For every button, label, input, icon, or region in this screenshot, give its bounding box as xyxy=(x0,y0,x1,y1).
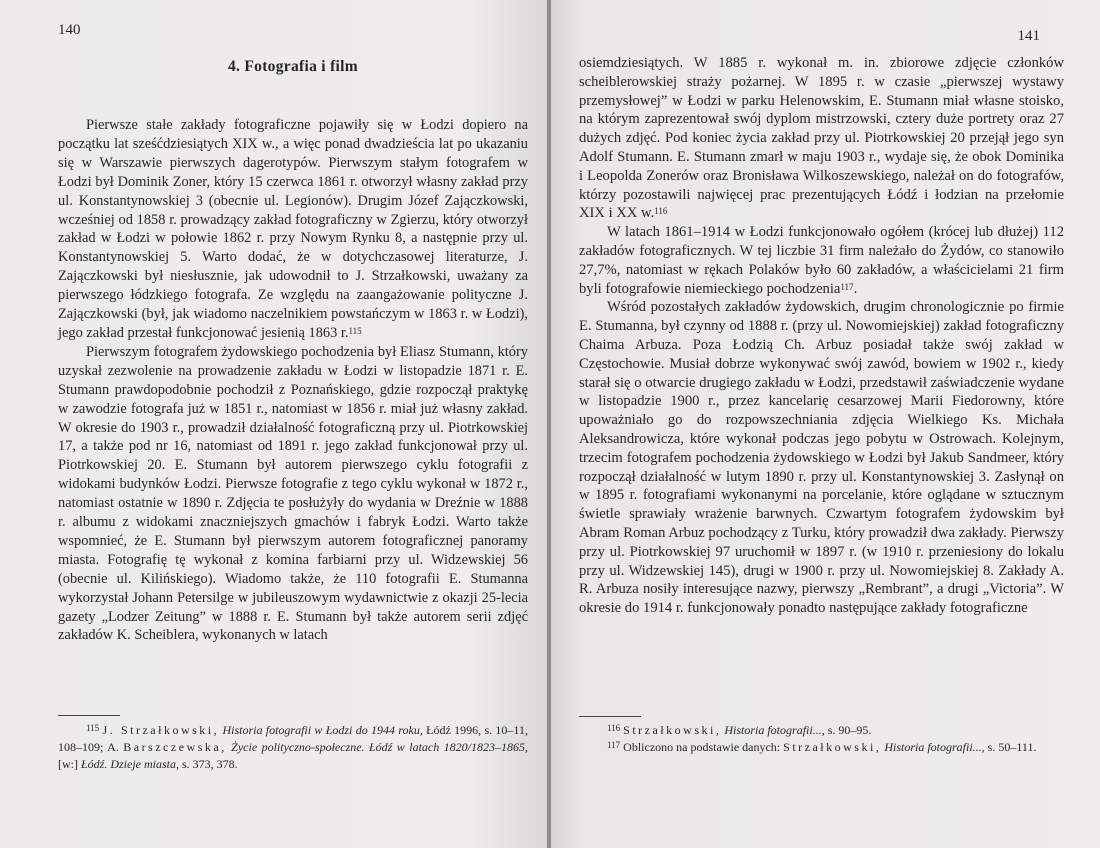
paragraph: osiemdziesiątych. W 1885 r. wykonał m. in. zbiorowe zdjęcie członków scheiblerowskiej straży pożarnej. W 1895 r. w czasie „pierwszej wystawy przemysłowej” w Łodzi w parku Helenowskim, E. Stumann miał własne stoisko, na którym zaprezentował swój dyplom mistrzowski, cztery duże portrety oraz 27 dużych zdjęć. Pod koniec życia zakład przy ul. Piotrkowskiej 20 przejął jego syn Adolf Stumann. E. Stumann zmarł w maju 1903 r., wydaje się, że obok Dominika i Leopolda Zonerów oraz Bronisława Wilkoszewskiego, należał on do fotografów, którzy pozostawili najwięcej prac prezentujących Łódź i łodzian na przełomie XIX i XX w.$^{116}$ xyxy=(579,55,1064,222)
paragraph: Pierwszym fotografem żydowskiego pochodzenia był Eliasz Stumann, który uzyskał zezwolenie na prowadzenie zakładu w Łodzi w listopadzie 1871 r. E. Stumann prawdopodobnie pochodził z Poznańskiego, gdzie rozpoczął praktykę w zawodzie fotografa już w 1851 r., natomiast w 1856 r. miał już własny zakład. W okresie do 1903 r., prowadził działalność fotograficzną przy ul. Piotrkowskiej 17, a także pod nr 16, natomiast od 1891 r. jego zakład funkcjonował przy ul. Piotrkowskiej 20. E. Stumann był autorem pierwszego cyklu fotografii z widokami budynków Łodzi. Pierwsze fotografie z tego cyklu wykonał w 1872 r., natomiast ostatnie w 1890 r. Zdjęcia te posłużyły do wydania w Dreźnie w 1888 r. albumu z widokami znaczniejszych gmachów i fabryk Łodzi. Warto także wspomnieć, że E. Stumann był pierwszym autorem fotograficznej panoramy miasta. Fotografię tę wykonał z komina farbiarni przy ul. Widzewskiej 56 (obecnie ul. Kilińskiego). Wiadomo także, że 110 fotografii E. Stumanna wykorzystał Johann Petersilge w jubileuszowym wydawnictwie z okazji 25-lecia gazety „Lodzer Zeitung” w 1888 r. E. Stumann był także autorem serii zdjęć zakładów K. Scheiblera, wykonanych w latach xyxy=(58,343,528,644)
footnote-divider xyxy=(579,716,641,717)
paragraph: Pierwsze stałe zakłady fotograficzne pojawiły się w Łodzi dopiero na początku lat sześćdziesiątych XIX w., a więc ponad dwadzieścia lat po ukazaniu się w Warszawie pierwszych dagerotypów. Pierwszym stałym fotografem w Łodzi był Dominik Zoner, który 15 czerwca 1861 r. otworzył własny zakład przy ul. Konstantynowskiej 3 (obecnie ul. Legionów). Drugim Józef Zajączkowski, wcześniej od 1858 r. prowadzący zakład fotograficzny w Zgierzu, który otworzył zakład w Łodzi w połowie 1862 r. przy Nowym Rynku 8, a następnie przy ul. Konstantynowskiej 5. Warto dodać, że w dotychczasowej literaturze, J. Zajączkowski był niesłusznie, jak udowodnił to J. Strzałkowski, uważany za pierwszego łódzkiego fotografa. Ze względu na zaangażowanie polityczne J. Zajączkowski (był, jak wiadomo naczelnikiem powstańczym w 1863 r. w Łodzi), jego zakład przestał funkcjonować jesienią 1863 r.$^{115}$ xyxy=(58,117,528,341)
footnote-ref[interactable]: 116 xyxy=(654,206,668,217)
footnote: $^{116}$ Strzałkowski, Historia fotografii..., s. 90–95. xyxy=(607,723,872,737)
page-number: 140 xyxy=(58,22,81,38)
footnotes xyxy=(58,722,528,773)
footnotes xyxy=(579,722,1064,756)
footnote: $^{115}$ J. Strzałkowski, Historia fotografii w Łodzi do 1944 roku, Łódź 1996, s. 10–11, 108–109; A. Barszczewska, Życie polityczno-społeczne. Łódź w latach 1820/1823–1865, [w:] Łódź. Dzieje miasta, s. 373, 378. xyxy=(58,723,529,771)
page-number: 141 xyxy=(1017,28,1040,44)
footnote-ref[interactable]: 117 xyxy=(840,281,854,292)
paragraph: Wśród pozostałych zakładów żydowskich, drugim chronologicznie po firmie E. Stumanna, był czynny od 1888 r. (przy ul. Nowomiejskiej) zakład fotograficzny Chaima Arbuza. Poza Łodzią Ch. Arbuz posiadał także swój zakład w Częstochowie. Musiał dobrze wykonywać swój zawód, bowiem w 1902 r., kiedy starał się o otwarcie drugiego zakładu w Łodzi, przedstawił zaświadczenie wydane w listopadzie 1900 r., przez kancelarię cesarzowej Marii Fiedorowny, które upoważniało go do rozpowszechniania zdjęcia Wielkiego Ks. Michała Aleksandrowicza, które wykonał podczas jego pobytu w Ostrowach. Kolejnym, trzecim fotografem pochodzenia żydowskiego w Łodzi był Jakub Sandmeer, który rozpoczął działalność w lutym 1890 r. przy ul. Konstantynowskiej 3. Zasłynął on w 1895 r. fotografiami wykonanymi na porcelanie, które oglądane w sztucznym świetle sprawiały wrażenie barwnych. Czwartym fotografem żydowskim był Abram Roman Arbuz pochodzący z Turku, który prowadził dwa zakłady. Pierwszy przy ul. Piotrkowskiej 97 uruchomił w 1897 r. (w 1910 r. przeniesiony do lokalu przy ul. Widzewskiej 145), drugi w 1900 r. przy ul. Nowomiejskiej 8. Zakłady A. R. Arbuza nosiły interesujące nazwy, pierwszy „Rembrant”, a drugi „Victoria”. W okresie do 1914 r. funkcjonowały ponadto następujące zakłady fotograficzne xyxy=(579,299,1064,617)
section-heading: 4. Fotografia i film xyxy=(228,58,358,75)
paragraph: W latach 1861–1914 w Łodzi funkcjonowało ogółem (krócej lub dłużej) 112 zakładów fotograficznych. W tej liczbie 31 firm należało do Żydów, co stanowiło 27,7%, natomiast w rękach Polaków było 60 zakładów, a właścicielami 21 firm byli fotografowie niemieckiego pochodzenia$^{117}$. xyxy=(579,224,1064,297)
right-body-text xyxy=(579,54,1064,618)
right-page xyxy=(551,0,1100,848)
left-body-text xyxy=(58,116,528,645)
left-page xyxy=(0,0,549,848)
footnote-ref[interactable]: 115 xyxy=(348,325,362,336)
footnote: $^{117}$ Obliczono na podstawie danych: Strzałkowski, Historia fotografii..., s. 50–111. xyxy=(607,740,1037,754)
footnote-divider xyxy=(58,715,120,716)
